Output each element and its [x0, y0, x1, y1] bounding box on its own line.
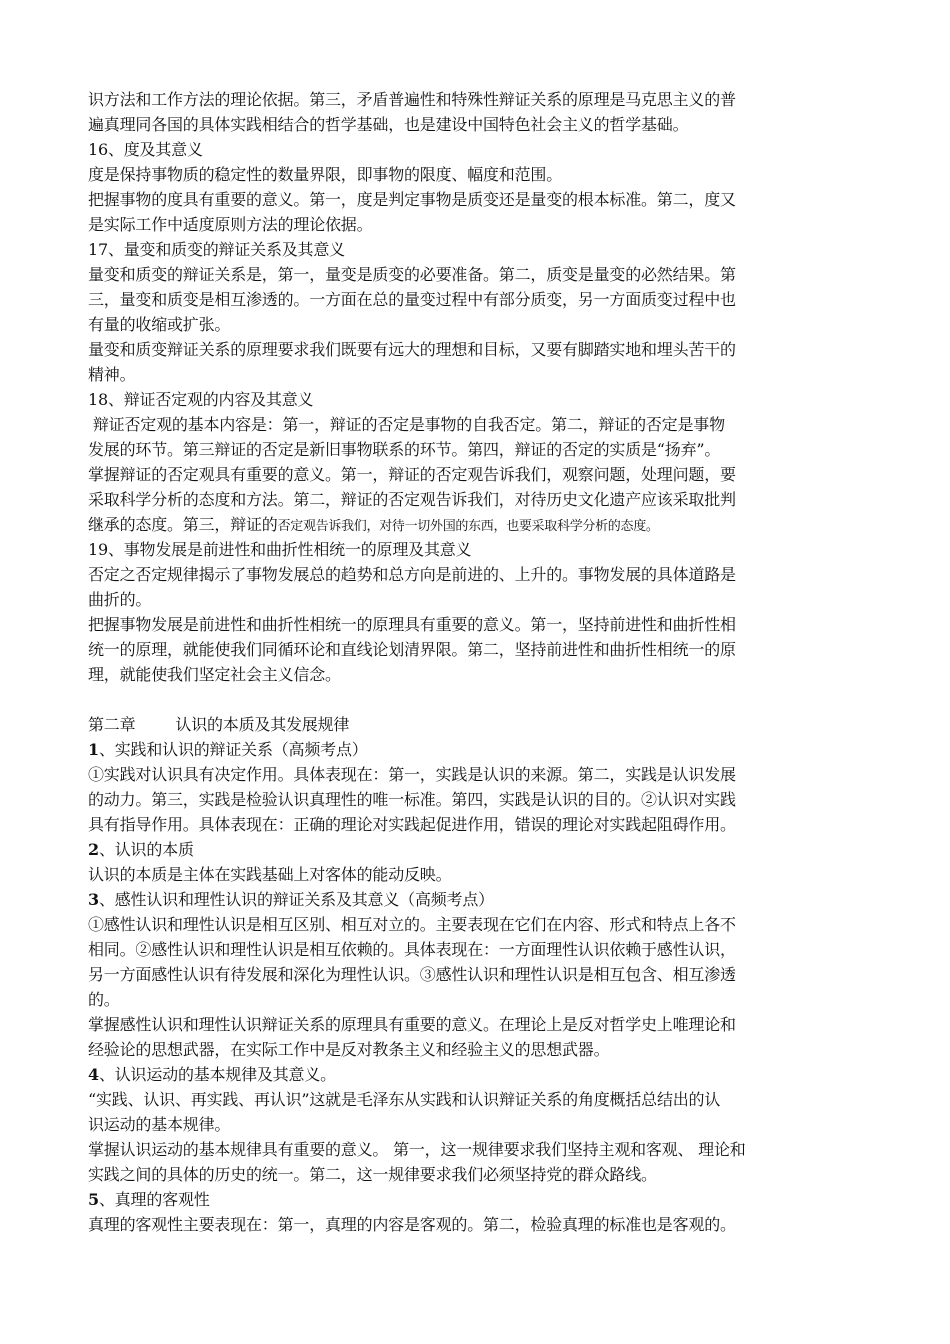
paragraph-line: 真理的客观性主要表现在：第一，真理的内容是客观的。第二，检验真理的标准也是客观的。 — [88, 1215, 736, 1234]
paragraph-line: 把握事物的度具有重要的意义。第一，度是判定事物是质变还是量变的根本标准。第二，度又 — [88, 190, 736, 209]
paragraph-line: 掌握认识运动的基本规律具有重要的意义。 第一，这一规律要求我们坚持主观和客观、 理论和 — [88, 1140, 746, 1159]
paragraph-line: 掌握感性认识和理性认识辩证关系的原理具有重要的意义。在理论上是反对哲学史上唯理论和 — [88, 1015, 736, 1034]
paragraph-line: 识方法和工作方法的理论依据。第三，矛盾普遍性和特殊性辩证关系的原理是马克思主义的普 — [88, 90, 736, 109]
section-number: 1 — [88, 740, 99, 759]
section-heading-c3 — [88, 887, 864, 912]
paragraph-line: 把握事物发展是前进性和曲折性相统一的原理具有重要的意义。第一，坚持前进性和曲折性相 — [88, 615, 736, 634]
paragraph-line: 另一方面感性认识有待发展和深化为理性认识。③感性认识和理性认识是相互包含、相互渗透 — [88, 965, 736, 984]
paragraph-line: 统一的原理，就能使我们同循环论和直线论划清界限。第二，坚持前进性和曲折性相统一的原 — [88, 640, 736, 659]
section-title: 、感性认识和理性认识的辩证关系及其意义（高频考点） — [98, 890, 494, 909]
section-heading-19: 19、事物发展是前进性和曲折性相统一的原理及其意义 — [88, 540, 472, 559]
paragraph-line: 识运动的基本规律。 — [88, 1115, 231, 1134]
section-heading-18: 18、辩证否定观的内容及其意义 — [88, 390, 314, 409]
section-title: 、实践和认识的辩证关系（高频考点） — [98, 740, 368, 759]
paragraph-line: ①实践对认识具有决定作用。具体表现在：第一，实践是认识的来源。第二，实践是认识发展 — [88, 765, 736, 784]
paragraph-line: 是实际工作中适度原则方法的理论依据。 — [88, 215, 373, 234]
section-title: 、认识运动的基本规律及其意义。 — [98, 1065, 336, 1084]
paragraph-line: 遍真理同各国的具体实践相结合的哲学基础，也是建设中国特色社会主义的哲学基础。 — [88, 115, 689, 134]
section-number: 3 — [88, 890, 99, 909]
section-heading-16: 16、度及其意义 — [88, 140, 203, 159]
paragraph-line: 有量的收缩或扩张。 — [88, 315, 231, 334]
document-page — [88, 87, 864, 1237]
paragraph-line: 三，量变和质变是相互渗透的。一方面在总的量变过程中有部分质变，另一方面质变过程中也 — [88, 290, 736, 309]
mixed-line-small: 否定观告诉我们，对待一切外国的东西，也要采取科学分析的态度。 — [277, 519, 659, 534]
section-number: 5 — [88, 1190, 99, 1209]
paragraph-line: 曲折的。 — [88, 590, 152, 609]
section-number: 2 — [88, 840, 99, 859]
chapter-title: 认识的本质及其发展规律 — [175, 715, 350, 734]
chapter-heading — [88, 712, 864, 737]
section-number: 4 — [88, 1065, 99, 1084]
paragraph-line: ①感性认识和理性认识是相互区别、相互对立的。主要表现在它们在内容、形式和特点上各不 — [88, 915, 736, 934]
paragraph-line: 发展的环节。第三辩证的否定是新旧事物联系的环节。第四，辩证的否定的实质是“扬弃”。 — [88, 440, 721, 459]
paragraph-line: 实践之间的具体的历史的统一。第二，这一规律要求我们必须坚持党的群众路线。 — [88, 1165, 657, 1184]
section-title: 、真理的客观性 — [98, 1190, 210, 1209]
blank-line — [88, 687, 864, 712]
paragraph-line: 相同。②感性认识和理性认识是相互依赖的。具体表现在：一方面理性认识依赖于感性认识， — [88, 940, 736, 959]
paragraph-line: 度是保持事物质的稳定性的数量界限，即事物的限度、幅度和范围。 — [88, 165, 563, 184]
section-heading-c2 — [88, 837, 864, 862]
chapter-label: 第二章 — [88, 715, 136, 734]
paragraph-line: 认识的本质是主体在实践基础上对客体的能动反映。 — [88, 865, 452, 884]
paragraph-line: 理，就能使我们坚定社会主义信念。 — [88, 665, 341, 684]
paragraph-line: “实践、认识、再实践、再认识”这就是毛泽东从实践和认识辩证关系的角度概括总结出的认 — [88, 1090, 721, 1109]
paragraph-line: 精神。 — [88, 365, 136, 384]
paragraph-line: 掌握辩证的否定观具有重要的意义。第一，辩证的否定观告诉我们，观察问题，处理问题，要 — [88, 465, 736, 484]
section-heading-c4 — [88, 1062, 864, 1087]
paragraph-line: 否定之否定规律揭示了事物发展总的趋势和总方向是前进的、上升的。事物发展的具体道路是 — [88, 565, 736, 584]
paragraph-line: 具有指导作用。具体表现在：正确的理论对实践起促进作用，错误的理论对实践起阻碍作用。 — [88, 815, 736, 834]
section-title: 、认识的本质 — [98, 840, 194, 859]
paragraph-line-mixed — [88, 512, 864, 537]
section-heading-c1 — [88, 737, 864, 762]
paragraph-line: 量变和质变辩证关系的原理要求我们既要有远大的理想和目标，又要有脚踏实地和埋头苦干的 — [88, 340, 736, 359]
mixed-line-regular: 继承的态度。第三，辩证的 — [88, 515, 278, 534]
paragraph-line: 的。 — [88, 990, 120, 1009]
paragraph-line: 辩证否定观的基本内容是：第一，辩证的否定是事物的自我否定。第二，辩证的否定是事物 — [88, 415, 725, 434]
paragraph-line: 量变和质变的辩证关系是，第一，量变是质变的必要准备。第二，质变是量变的必然结果。第 — [88, 265, 736, 284]
paragraph-line: 经验论的思想武器，在实际工作中是反对教条主义和经验主义的思想武器。 — [88, 1040, 610, 1059]
paragraph-line: 采取科学分析的态度和方法。第二，辩证的否定观告诉我们，对待历史文化遗产应该采取批判 — [88, 490, 736, 509]
section-heading-c5 — [88, 1187, 864, 1212]
section-heading-17: 17、量变和质变的辩证关系及其意义 — [88, 240, 345, 259]
paragraph-line: 的动力。第三，实践是检验认识真理性的唯一标准。第四，实践是认识的目的。②认识对实践 — [88, 790, 736, 809]
